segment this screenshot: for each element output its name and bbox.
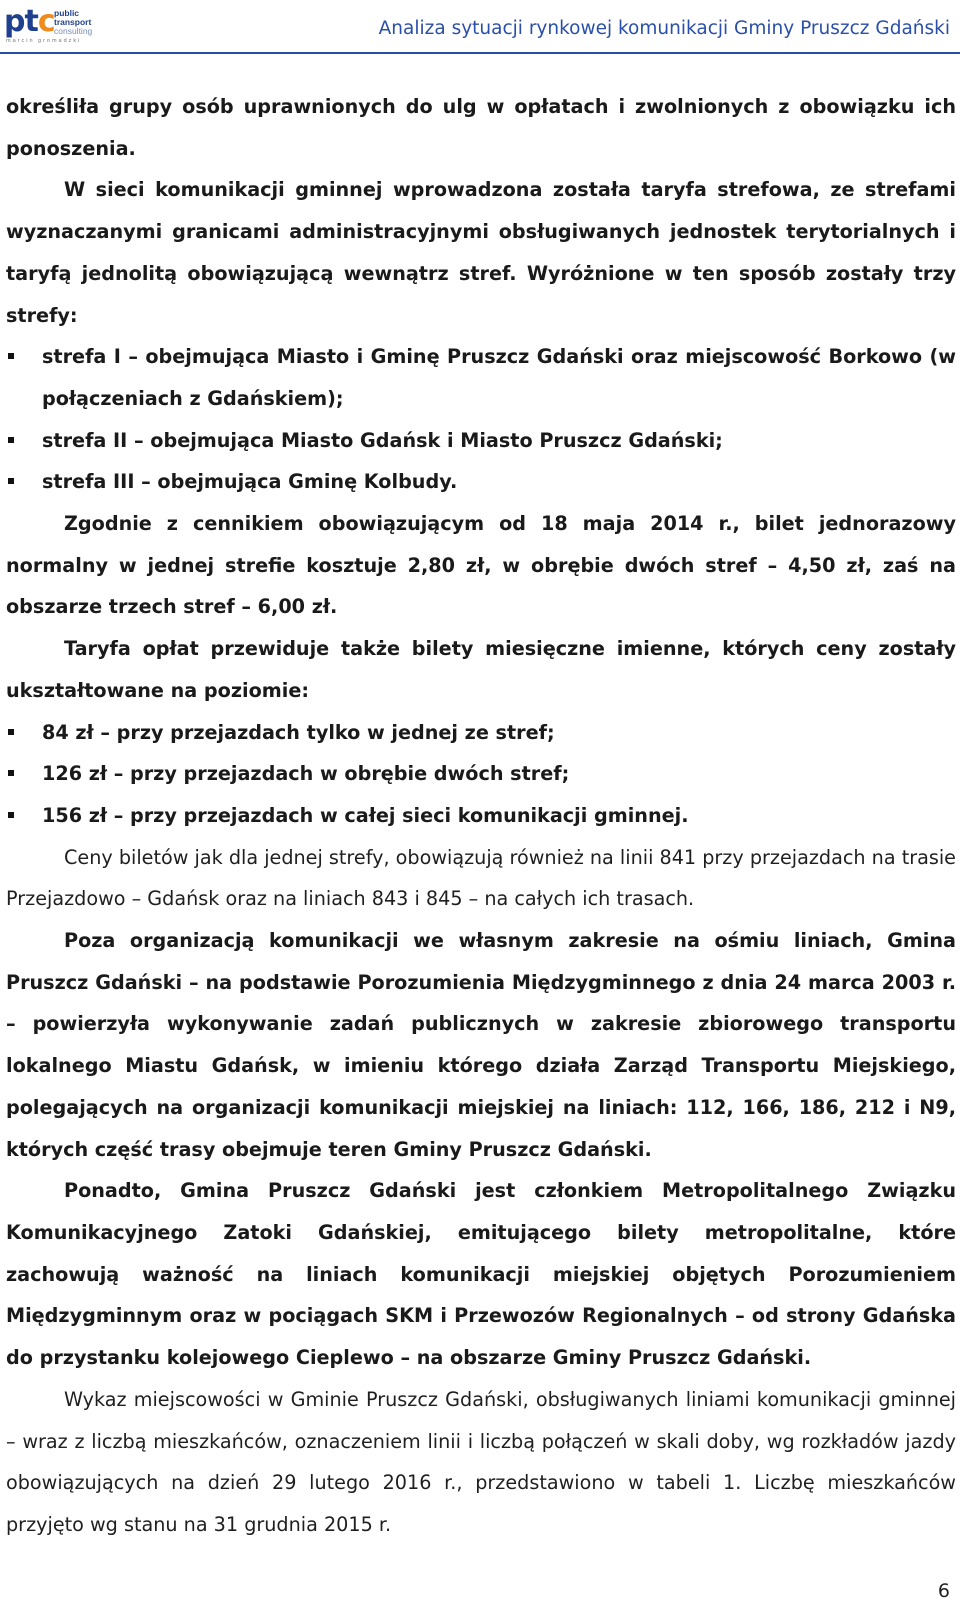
page-number: 6 xyxy=(937,1580,950,1602)
bullet-icon xyxy=(8,478,14,484)
prices-list xyxy=(6,712,956,837)
paragraph-3: Zgodnie z cennikiem obowiązującym od 18 maja 2014 r., bilet jednorazowy normalny w jednej strefie kosztuje 2,80 zł, w obrębie dwóch stref – 4,50 zł, zaś na obszarze trzech stref – 6,00 zł. xyxy=(6,512,956,619)
bullet-icon xyxy=(8,770,14,776)
paragraph-1: określiła grupy osób uprawnionych do ulg w opłatach i zwolnionych z obowiązku ich ponoszenia. xyxy=(6,95,956,160)
paragraph-6: Poza organizacją komunikacji we własnym zakresie na ośmiu liniach, Gmina Pruszcz Gdański – na podstawie Porozumienia Międzygminnego z dnia 24 marca 2003 r. – powierzyła wykonywanie zadań publicznych w zakresie zbiorowego transportu lokalnego Miastu Gdańsk, w imieniu którego działa Zarząd Transportu Miejskiego, polegających na organizacji komunikacji miejskiej na liniach: 112, 166, 186, 212 i N9, których część trasy obejmuje teren Gminy Pruszcz Gdański. xyxy=(6,929,956,1161)
bullet-icon xyxy=(8,812,14,818)
list-item: 126 zł – przy przejazdach w obrębie dwóch stref; xyxy=(6,753,956,795)
paragraph-4: Taryfa opłat przewiduje także bilety miesięczne imienne, których ceny zostały ukształtowane na poziomie: xyxy=(6,637,956,702)
paragraph-5: Ceny biletów jak dla jednej strefy, obowiązują również na linii 841 przy przejazdach na trasie Przejazdowo – Gdańsk oraz na liniach 843 i 845 – na całych ich trasach. xyxy=(6,845,956,911)
paragraph-2: W sieci komunikacji gminnej wprowadzona została taryfa strefowa, ze strefami wyznaczanymi granicami administracyjnymi obsługiwanych jednostek terytorialnych i taryfą jednolitą obowiązującą wewnątrz stref. Wyróżnione w ten sposób zostały trzy strefy: xyxy=(6,178,956,327)
list-item: strefa I – obejmująca Miasto i Gminę Pruszcz Gdański oraz miejscowość Borkowo (w połączeniach z Gdańskiem); xyxy=(6,336,956,419)
document-title: Analiza sytuacji rynkowej komunikacji Gminy Pruszcz Gdański xyxy=(378,18,950,39)
page-header xyxy=(0,0,960,52)
zones-list xyxy=(6,336,956,503)
paragraph-7: Ponadto, Gmina Pruszcz Gdański jest członkiem Metropolitalnego Związku Komunikacyjnego Zatoki Gdańskiej, emitującego bilety metropolitalne, które zachowują ważność na liniach komunikacji miejskiej objętych Porozumieniem Międzygminnym oraz w pociągach SKM i Przewozów Regionalnych – od strony Gdańska do przystanku kolejowego Cieplewo – na obszarze Gminy Pruszcz Gdański. xyxy=(6,1179,956,1370)
page-content xyxy=(6,86,956,1546)
list-item: 84 zł – przy przejazdach tylko w jednej ze stref; xyxy=(6,712,956,754)
logo-words: public transport consulting xyxy=(54,8,93,36)
bullet-icon xyxy=(8,353,14,359)
list-item: strefa II – obejmująca Miasto Gdańsk i Miasto Pruszcz Gdański; xyxy=(6,420,956,462)
ptc-logo xyxy=(4,4,104,44)
list-item: 156 zł – przy przejazdach w całej sieci komunikacji gminnej. xyxy=(6,795,956,837)
paragraph-8: Wykaz miejscowości w Gminie Pruszcz Gdański, obsługiwanych liniami komunikacji gminnej – wraz z liczbą mieszkańców, oznaczeniem linii i liczbą połączeń w skali doby, wg rozkładów jazdy obowiązujących na dzień 29 lutego 2016 r., przedstawiono w tabeli 1. Liczbę mieszkańców przyjęto wg stanu na 31 grudnia 2015 r. xyxy=(6,1387,956,1536)
bullet-icon xyxy=(8,729,14,735)
logo-mark: ptc xyxy=(4,4,55,39)
logo-subtitle: marcin gromadzki xyxy=(6,38,82,44)
header-rule xyxy=(0,52,960,54)
bullet-icon xyxy=(8,437,14,443)
list-item: strefa III – obejmująca Gminę Kolbudy. xyxy=(6,461,956,503)
